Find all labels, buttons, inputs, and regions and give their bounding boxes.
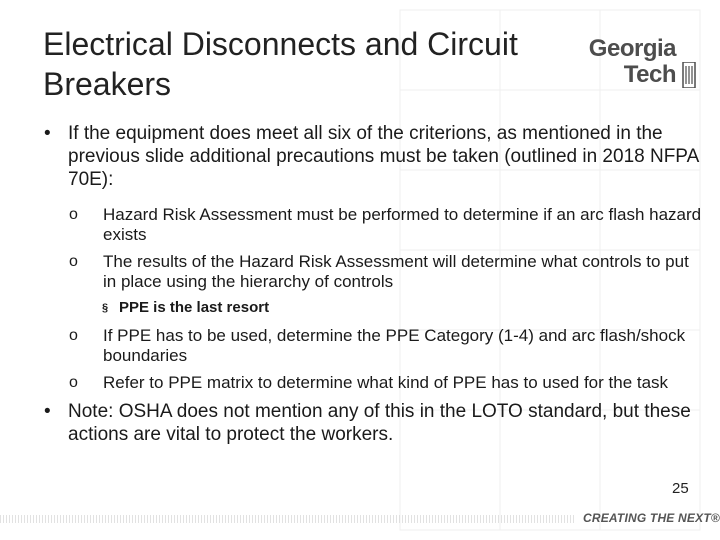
footer-rule — [0, 515, 576, 523]
circle-bullet-icon: o — [69, 253, 78, 270]
bullet-text: If the equipment does meet all six of the criterions, as mentioned in the previous slide additional precautions must be taken (outlined in 2018 NFPA 70E): — [68, 123, 699, 190]
circle-bullet-icon: o — [69, 374, 78, 391]
sub-bullet-text: If PPE has to be used, determine the PPE Category (1-4) and arc flash/shock boundaries — [103, 326, 686, 365]
slide-title: Electrical Disconnects and Circuit Breakers — [43, 26, 518, 102]
sub-bullet-text: The results of the Hazard Risk Assessment will determine what controls to put in place using the hierarchy of controls — [103, 252, 689, 291]
bullet-icon: • — [44, 123, 51, 144]
circle-bullet-icon: o — [69, 206, 78, 223]
page-number: 25 — [672, 480, 689, 497]
slide-body — [44, 122, 704, 460]
footer-tagline: CREATING THE NEXT® — [583, 511, 720, 525]
tech-tower-icon — [680, 62, 698, 88]
georgia-tech-logo — [588, 32, 698, 90]
bullet-item — [44, 122, 704, 191]
bullet-item — [44, 400, 704, 446]
sub-bullet-item — [44, 373, 704, 393]
sub-bullet-item — [44, 252, 704, 292]
bullet-text: Note: OSHA does not mention any of this in the LOTO standard, but these actions are vital to protect the workers. — [68, 401, 691, 445]
sub-bullet-item — [44, 205, 704, 245]
sub-bullet-text: Hazard Risk Assessment must be performed to determine if an arc flash hazard exists — [103, 205, 702, 244]
square-bullet-icon: § — [102, 302, 109, 314]
sub-sub-bullet-text: PPE is the last resort — [119, 299, 270, 316]
circle-bullet-icon: o — [69, 327, 78, 344]
sub-bullet-item — [44, 326, 704, 366]
logo-word-georgia: Georgia — [588, 35, 676, 62]
sub-bullet-text: Refer to PPE matrix to determine what kind of PPE has to used for the task — [103, 373, 669, 392]
sub-sub-bullet-item — [44, 299, 704, 317]
bullet-icon: • — [44, 401, 51, 422]
logo-word-tech: Tech — [623, 61, 676, 88]
